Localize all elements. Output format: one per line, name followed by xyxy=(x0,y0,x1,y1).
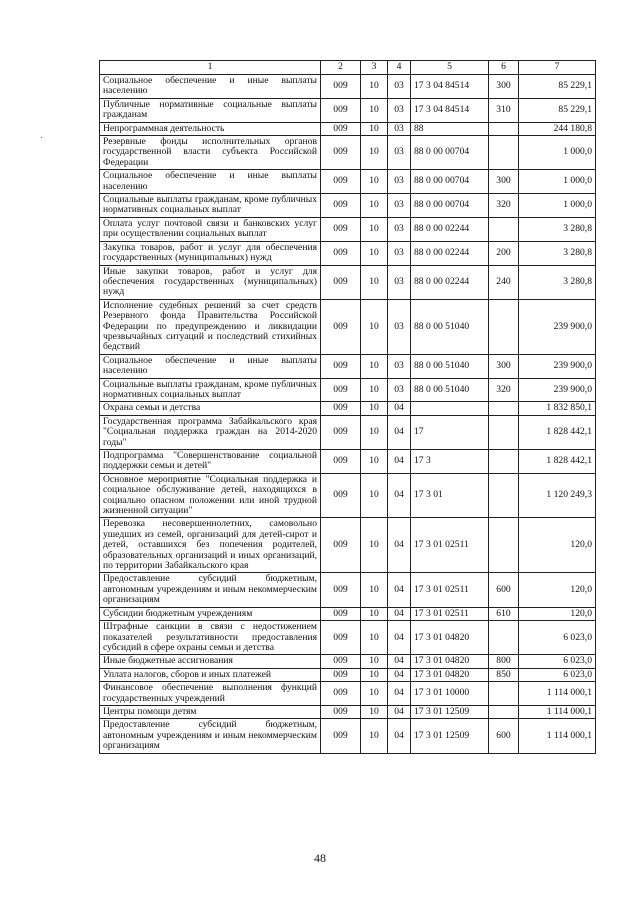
table-row xyxy=(100,122,596,135)
amount-cell: 6 023,0 xyxy=(519,668,596,681)
page-number: 48 xyxy=(314,851,326,865)
amount-cell: 6 023,0 xyxy=(519,621,596,655)
target-article-code-cell: 17 3 01 xyxy=(411,473,489,518)
section-code-cell: 10 xyxy=(361,241,388,265)
subsection-code-cell: 04 xyxy=(388,719,411,753)
column-number: 3 xyxy=(361,61,388,75)
ministry-code-cell: 009 xyxy=(321,668,361,681)
expense-type-code-cell xyxy=(489,473,519,518)
subsection-code-cell: 03 xyxy=(388,122,411,135)
section-code-cell: 10 xyxy=(361,194,388,218)
ministry-code-cell: 009 xyxy=(321,122,361,135)
table-row xyxy=(100,607,596,620)
column-number: 1 xyxy=(100,61,321,75)
target-article-code-cell: 88 0 00 02244 xyxy=(411,241,489,265)
expense-type-code-cell xyxy=(489,402,519,415)
target-article-code-cell: 17 3 01 02511 xyxy=(411,518,489,573)
target-article-code-cell xyxy=(411,402,489,415)
amount-cell: 1 120 249,3 xyxy=(519,473,596,518)
ministry-code-cell: 009 xyxy=(321,415,361,449)
ministry-code-cell: 009 xyxy=(321,719,361,753)
table-row xyxy=(100,217,596,241)
item-name-cell: Социальное обеспечение и иные выплаты населению xyxy=(100,354,321,378)
target-article-code-cell: 17 3 xyxy=(411,450,489,474)
target-article-code-cell: 88 0 00 02244 xyxy=(411,265,489,299)
subsection-code-cell: 03 xyxy=(388,75,411,99)
section-code-cell: 10 xyxy=(361,299,388,354)
target-article-code-cell: 88 xyxy=(411,122,489,135)
ministry-code-cell: 009 xyxy=(321,241,361,265)
ministry-code-cell: 009 xyxy=(321,299,361,354)
subsection-code-cell: 03 xyxy=(388,194,411,218)
subsection-code-cell: 04 xyxy=(388,705,411,718)
section-code-cell: 10 xyxy=(361,682,388,706)
target-article-code-cell: 17 3 01 12509 xyxy=(411,719,489,753)
table-row xyxy=(100,241,596,265)
subsection-code-cell: 03 xyxy=(388,170,411,194)
table-row xyxy=(100,450,596,474)
amount-cell: 239 900,0 xyxy=(519,299,596,354)
target-article-code-cell: 88 0 00 51040 xyxy=(411,354,489,378)
ministry-code-cell: 009 xyxy=(321,573,361,607)
expense-type-code-cell xyxy=(489,415,519,449)
table-row xyxy=(100,668,596,681)
ministry-code-cell: 009 xyxy=(321,450,361,474)
target-article-code-cell: 17 3 01 02511 xyxy=(411,573,489,607)
item-name-cell: Резервные фонды исполнительных органов государственной власти субъекта Российской Федерации xyxy=(100,136,321,170)
expense-type-code-cell: 320 xyxy=(489,194,519,218)
subsection-code-cell: 03 xyxy=(388,299,411,354)
target-article-code-cell: 88 0 00 51040 xyxy=(411,378,489,402)
subsection-code-cell: 03 xyxy=(388,241,411,265)
target-article-code-cell: 17 xyxy=(411,415,489,449)
target-article-code-cell: 88 0 00 00704 xyxy=(411,170,489,194)
subsection-code-cell: 04 xyxy=(388,402,411,415)
section-code-cell: 10 xyxy=(361,217,388,241)
expense-type-code-cell xyxy=(489,122,519,135)
amount-cell: 3 280,8 xyxy=(519,241,596,265)
subsection-code-cell: 04 xyxy=(388,682,411,706)
table-row xyxy=(100,705,596,718)
table-row xyxy=(100,621,596,655)
section-code-cell: 10 xyxy=(361,136,388,170)
amount-cell: 85 229,1 xyxy=(519,98,596,122)
column-number: 5 xyxy=(411,61,489,75)
table-row xyxy=(100,518,596,573)
target-article-code-cell: 17 3 01 02511 xyxy=(411,607,489,620)
item-name-cell: Социальные выплаты гражданам, кроме публичных нормативных социальных выплат xyxy=(100,194,321,218)
table-row xyxy=(100,170,596,194)
amount-cell: 120,0 xyxy=(519,607,596,620)
amount-cell: 1 828 442,1 xyxy=(519,415,596,449)
ministry-code-cell: 009 xyxy=(321,705,361,718)
table-row xyxy=(100,194,596,218)
subsection-code-cell: 03 xyxy=(388,98,411,122)
subsection-code-cell: 03 xyxy=(388,378,411,402)
table-row xyxy=(100,136,596,170)
amount-cell: 1 000,0 xyxy=(519,194,596,218)
ministry-code-cell: 009 xyxy=(321,98,361,122)
ministry-code-cell: 009 xyxy=(321,518,361,573)
ministry-code-cell: 009 xyxy=(321,170,361,194)
item-name-cell: Охрана семьи и детства xyxy=(100,402,321,415)
section-code-cell: 10 xyxy=(361,75,388,99)
item-name-cell: Государственная программа Забайкальского края "Социальная поддержка граждан на 2014-2020 годы" xyxy=(100,415,321,449)
target-article-code-cell: 88 0 00 00704 xyxy=(411,136,489,170)
subsection-code-cell: 04 xyxy=(388,473,411,518)
item-name-cell: Центры помощи детям xyxy=(100,705,321,718)
expense-type-code-cell: 240 xyxy=(489,265,519,299)
item-name-cell: Предоставление субсидий бюджетным, автономным учреждениям и иным некоммерческим организациям xyxy=(100,719,321,753)
item-name-cell: Иные закупки товаров, работ и услуг для обеспечения государственных (муниципальных) нужд xyxy=(100,265,321,299)
ministry-code-cell: 009 xyxy=(321,682,361,706)
target-article-code-cell: 88 0 00 02244 xyxy=(411,217,489,241)
subsection-code-cell: 04 xyxy=(388,518,411,573)
section-code-cell: 10 xyxy=(361,705,388,718)
expense-type-code-cell xyxy=(489,217,519,241)
section-code-cell: 10 xyxy=(361,354,388,378)
ministry-code-cell: 009 xyxy=(321,194,361,218)
section-code-cell: 10 xyxy=(361,265,388,299)
expense-type-code-cell: 600 xyxy=(489,719,519,753)
amount-cell: 1 000,0 xyxy=(519,136,596,170)
item-name-cell: Исполнение судебных решений за счет средств Резервного фонда Правительства Российской Федерации по предупреждению и ликвидации чрезвычайных ситуаций и последствий стихийных бедствий xyxy=(100,299,321,354)
target-article-code-cell: 88 0 00 51040 xyxy=(411,299,489,354)
section-code-cell: 10 xyxy=(361,122,388,135)
expense-type-code-cell xyxy=(489,682,519,706)
expense-type-code-cell: 200 xyxy=(489,241,519,265)
table-row xyxy=(100,573,596,607)
item-name-cell: Перевозка несовершеннолетних, самовольно ушедших из семей, организаций для детей-сирот и детей, оставшихся без попечения родителей, образовательных организаций и иных организаций, по территории Забайкальского края xyxy=(100,518,321,573)
item-name-cell: Уплата налогов, сборов и иных платежей xyxy=(100,668,321,681)
subsection-code-cell: 04 xyxy=(388,655,411,668)
amount-cell: 3 280,8 xyxy=(519,265,596,299)
subsection-code-cell: 03 xyxy=(388,265,411,299)
section-code-cell: 10 xyxy=(361,415,388,449)
amount-cell: 85 229,1 xyxy=(519,75,596,99)
expense-type-code-cell: 300 xyxy=(489,354,519,378)
expense-type-code-cell: 850 xyxy=(489,668,519,681)
amount-cell: 239 900,0 xyxy=(519,354,596,378)
item-name-cell: Штрафные санкции в связи с недостижением показателей результативности предоставления субсидий в сфере охраны семьи и детства xyxy=(100,621,321,655)
table-row xyxy=(100,655,596,668)
table-row xyxy=(100,473,596,518)
target-article-code-cell: 17 3 04 84514 xyxy=(411,98,489,122)
subsection-code-cell: 03 xyxy=(388,354,411,378)
ministry-code-cell: 009 xyxy=(321,655,361,668)
target-article-code-cell: 17 3 01 04820 xyxy=(411,621,489,655)
item-name-cell: Субсидии бюджетным учреждениям xyxy=(100,607,321,620)
table-row xyxy=(100,415,596,449)
amount-cell: 6 023,0 xyxy=(519,655,596,668)
ministry-code-cell: 009 xyxy=(321,402,361,415)
amount-cell: 3 280,8 xyxy=(519,217,596,241)
subsection-code-cell: 04 xyxy=(388,450,411,474)
ministry-code-cell: 009 xyxy=(321,265,361,299)
column-number: 7 xyxy=(519,61,596,75)
section-code-cell: 10 xyxy=(361,573,388,607)
expense-type-code-cell xyxy=(489,518,519,573)
table-row xyxy=(100,719,596,753)
column-number: 2 xyxy=(321,61,361,75)
subsection-code-cell: 04 xyxy=(388,573,411,607)
section-code-cell: 10 xyxy=(361,518,388,573)
expense-type-code-cell: 320 xyxy=(489,378,519,402)
target-article-code-cell: 17 3 01 12509 xyxy=(411,705,489,718)
item-name-cell: Основное мероприятие "Социальная поддержка и социальное обслуживание детей, находящихся в социально опасном положении или иной трудной жизненной ситуации" xyxy=(100,473,321,518)
table-row xyxy=(100,265,596,299)
expense-type-code-cell xyxy=(489,621,519,655)
section-code-cell: 10 xyxy=(361,607,388,620)
ministry-code-cell: 009 xyxy=(321,621,361,655)
target-article-code-cell: 17 3 01 10000 xyxy=(411,682,489,706)
table-row xyxy=(100,299,596,354)
item-name-cell: Социальное обеспечение и иные выплаты населению xyxy=(100,170,321,194)
subsection-code-cell: 04 xyxy=(388,415,411,449)
margin-mark: · xyxy=(40,133,44,144)
amount-cell: 120,0 xyxy=(519,573,596,607)
expense-type-code-cell xyxy=(489,136,519,170)
budget-table xyxy=(99,60,596,754)
target-article-code-cell: 17 3 01 04820 xyxy=(411,668,489,681)
section-code-cell: 10 xyxy=(361,450,388,474)
section-code-cell: 10 xyxy=(361,621,388,655)
amount-cell: 239 900,0 xyxy=(519,378,596,402)
expense-type-code-cell: 310 xyxy=(489,98,519,122)
section-code-cell: 10 xyxy=(361,402,388,415)
expense-type-code-cell: 800 xyxy=(489,655,519,668)
ministry-code-cell: 009 xyxy=(321,354,361,378)
section-code-cell: 10 xyxy=(361,170,388,194)
amount-cell: 244 180,8 xyxy=(519,122,596,135)
expense-type-code-cell: 610 xyxy=(489,607,519,620)
subsection-code-cell: 04 xyxy=(388,607,411,620)
ministry-code-cell: 009 xyxy=(321,136,361,170)
amount-cell: 1 114 000,1 xyxy=(519,682,596,706)
table-row xyxy=(100,75,596,99)
item-name-cell: Подпрограмма "Совершенствование социальной поддержки семьи и детей" xyxy=(100,450,321,474)
item-name-cell: Публичные нормативные социальные выплаты гражданам xyxy=(100,98,321,122)
section-code-cell: 10 xyxy=(361,668,388,681)
section-code-cell: 10 xyxy=(361,655,388,668)
table-row xyxy=(100,98,596,122)
item-name-cell: Предоставление субсидий бюджетным, автономным учреждениям и иным некоммерческим организациям xyxy=(100,573,321,607)
table-row xyxy=(100,682,596,706)
ministry-code-cell: 009 xyxy=(321,473,361,518)
subsection-code-cell: 04 xyxy=(388,668,411,681)
ministry-code-cell: 009 xyxy=(321,378,361,402)
expense-type-code-cell: 300 xyxy=(489,75,519,99)
column-number: 6 xyxy=(489,61,519,75)
amount-cell: 1 114 000,1 xyxy=(519,705,596,718)
amount-cell: 1 832 850,1 xyxy=(519,402,596,415)
expense-type-code-cell xyxy=(489,299,519,354)
amount-cell: 120,0 xyxy=(519,518,596,573)
expense-type-code-cell xyxy=(489,705,519,718)
table-body xyxy=(100,75,596,754)
subsection-code-cell: 03 xyxy=(388,217,411,241)
item-name-cell: Иные бюджетные ассигнования xyxy=(100,655,321,668)
table-row xyxy=(100,402,596,415)
item-name-cell: Социальное обеспечение и иные выплаты населению xyxy=(100,75,321,99)
amount-cell: 1 828 442,1 xyxy=(519,450,596,474)
target-article-code-cell: 88 0 00 00704 xyxy=(411,194,489,218)
ministry-code-cell: 009 xyxy=(321,75,361,99)
item-name-cell: Финансовое обеспечение выполнения функций государственных учреждений xyxy=(100,682,321,706)
expense-type-code-cell xyxy=(489,450,519,474)
amount-cell: 1 000,0 xyxy=(519,170,596,194)
section-code-cell: 10 xyxy=(361,719,388,753)
item-name-cell: Оплата услуг почтовой связи и банковских услуг при осуществлении социальных выплат xyxy=(100,217,321,241)
column-number: 4 xyxy=(388,61,411,75)
table-row xyxy=(100,354,596,378)
table-row xyxy=(100,378,596,402)
section-code-cell: 10 xyxy=(361,98,388,122)
section-code-cell: 10 xyxy=(361,378,388,402)
target-article-code-cell: 17 3 01 04820 xyxy=(411,655,489,668)
expense-type-code-cell: 300 xyxy=(489,170,519,194)
item-name-cell: Социальные выплаты гражданам, кроме публичных нормативных социальных выплат xyxy=(100,378,321,402)
ministry-code-cell: 009 xyxy=(321,217,361,241)
expense-type-code-cell: 600 xyxy=(489,573,519,607)
ministry-code-cell: 009 xyxy=(321,607,361,620)
amount-cell: 1 114 000,1 xyxy=(519,719,596,753)
item-name-cell: Непрограммная деятельность xyxy=(100,122,321,135)
section-code-cell: 10 xyxy=(361,473,388,518)
subsection-code-cell: 03 xyxy=(388,136,411,170)
subsection-code-cell: 04 xyxy=(388,621,411,655)
item-name-cell: Закупка товаров, работ и услуг для обеспечения государственных (муниципальных) нужд xyxy=(100,241,321,265)
target-article-code-cell: 17 3 04 84514 xyxy=(411,75,489,99)
column-number-row xyxy=(100,61,596,75)
